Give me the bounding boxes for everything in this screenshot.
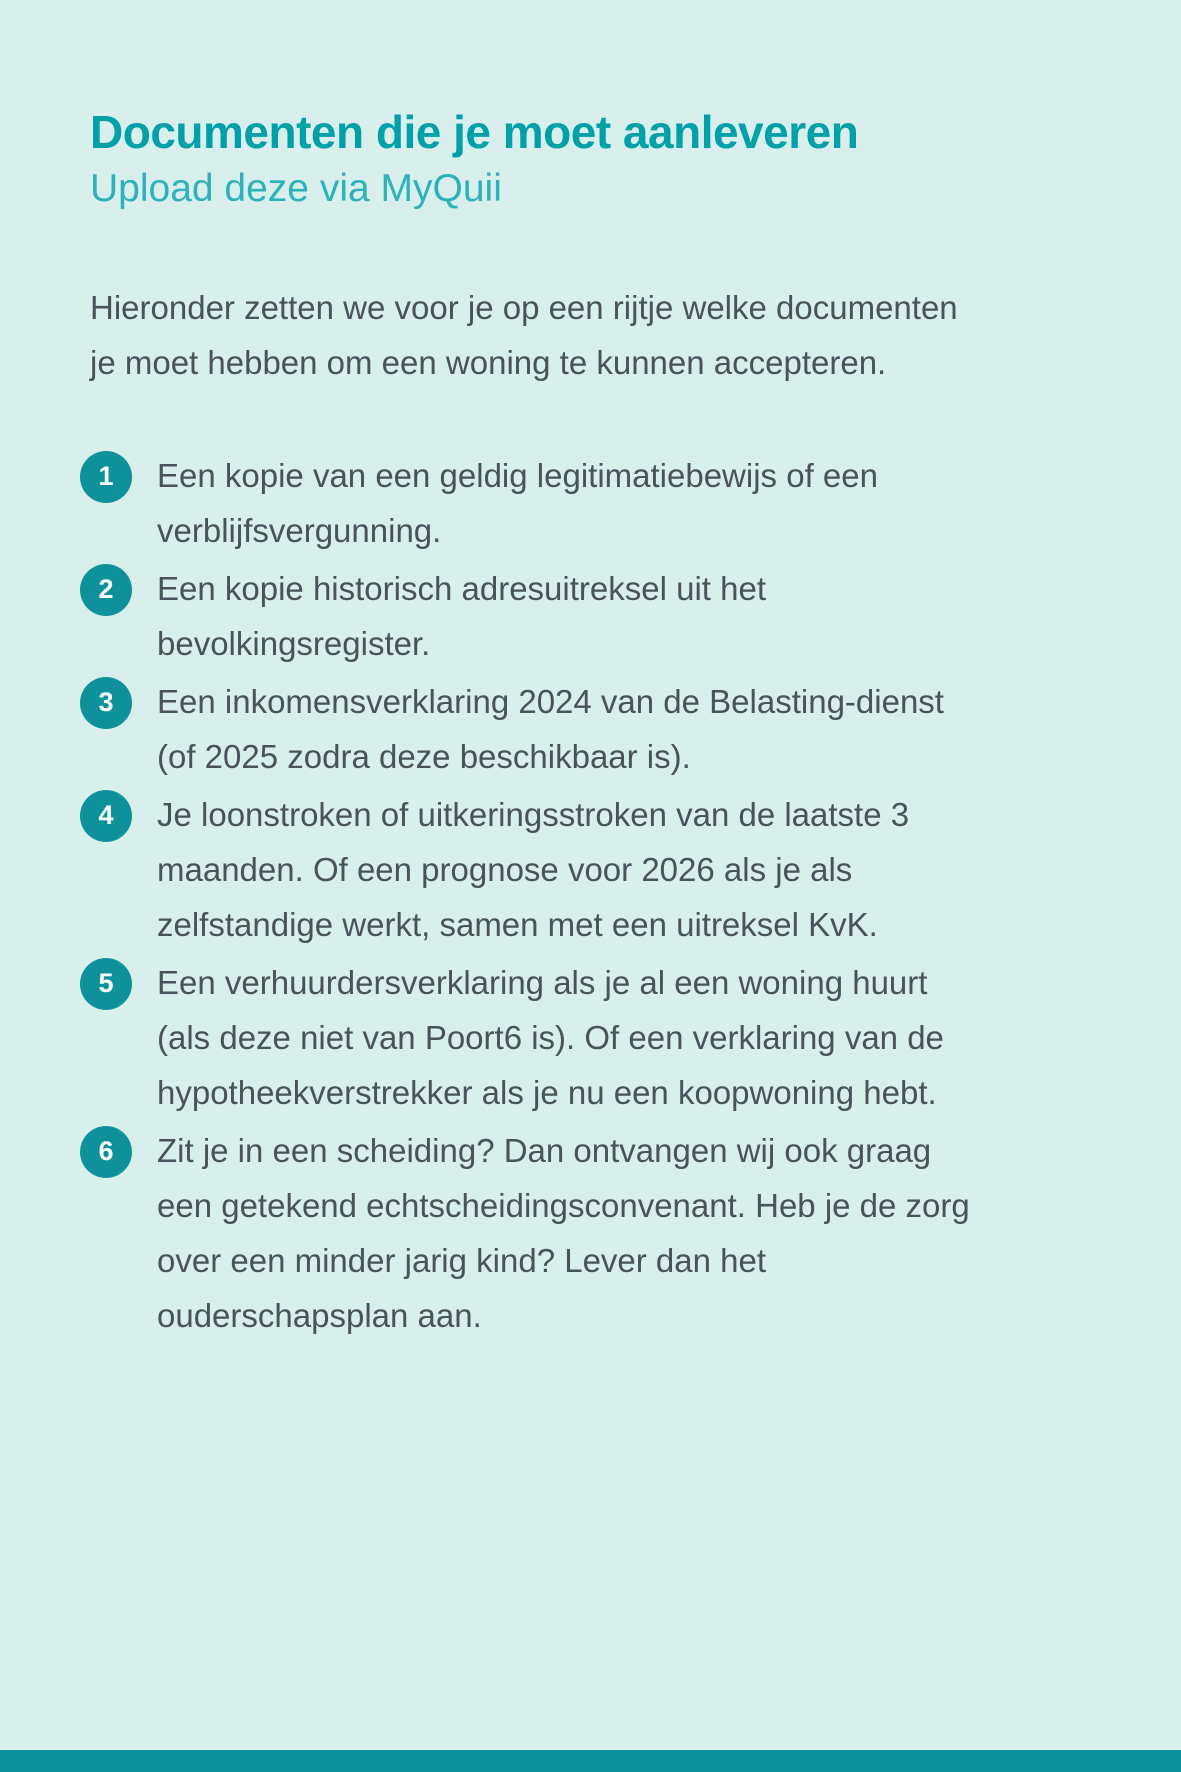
item-text: Zit je in een scheiding? Dan ontvangen wij ook graag een getekend echtscheidingsconvenant. Heb je de zorg over een minder jarig kind? Lever dan het ouderschapsplan aan. (157, 1131, 970, 1334)
page-title: Documenten die je moet aanleveren (90, 106, 859, 158)
list-item (80, 561, 1071, 671)
list-item (80, 1123, 1071, 1343)
list-item (80, 674, 1071, 784)
intro-text: Hieronder zetten we voor je op een rijtje welke documenten je moet hebben om een woning te kunnen accepteren. (90, 288, 958, 381)
item-text: Een kopie van een geldig legitimatiebewijs of een verblijfsvergunning. (157, 456, 878, 549)
item-text: Een verhuurdersverklaring als je al een woning huurt (als deze niet van Poort6 is). Of een verklaring van de hypotheekverstrekker als je nu een koopwoning hebt. (157, 963, 944, 1111)
item-text: Je loonstroken of uitkeringsstroken van de laatste 3 maanden. Of een prognose voor 2026 als je als zelfstandige werkt, samen met een uitreksel KvK. (157, 795, 910, 943)
footer-bar (0, 1750, 1181, 1772)
list-item (80, 448, 1071, 558)
page-subtitle: Upload deze via MyQuii (90, 166, 502, 210)
item-number-badge: 3 (80, 677, 132, 729)
page-header (90, 106, 1071, 212)
item-number-badge: 6 (80, 1126, 132, 1178)
item-text: Een inkomensverklaring 2024 van de Belasting-dienst (of 2025 zodra deze beschikbaar is). (157, 682, 944, 775)
item-number-badge: 1 (80, 451, 132, 503)
list-item (80, 787, 1071, 952)
item-number-badge: 4 (80, 790, 132, 842)
list-item (80, 955, 1071, 1120)
document-list (80, 448, 1071, 1343)
item-text: Een kopie historisch adresuitreksel uit het bevolkingsregister. (157, 569, 766, 662)
item-number-badge: 5 (80, 958, 132, 1010)
item-number-badge: 2 (80, 564, 132, 616)
